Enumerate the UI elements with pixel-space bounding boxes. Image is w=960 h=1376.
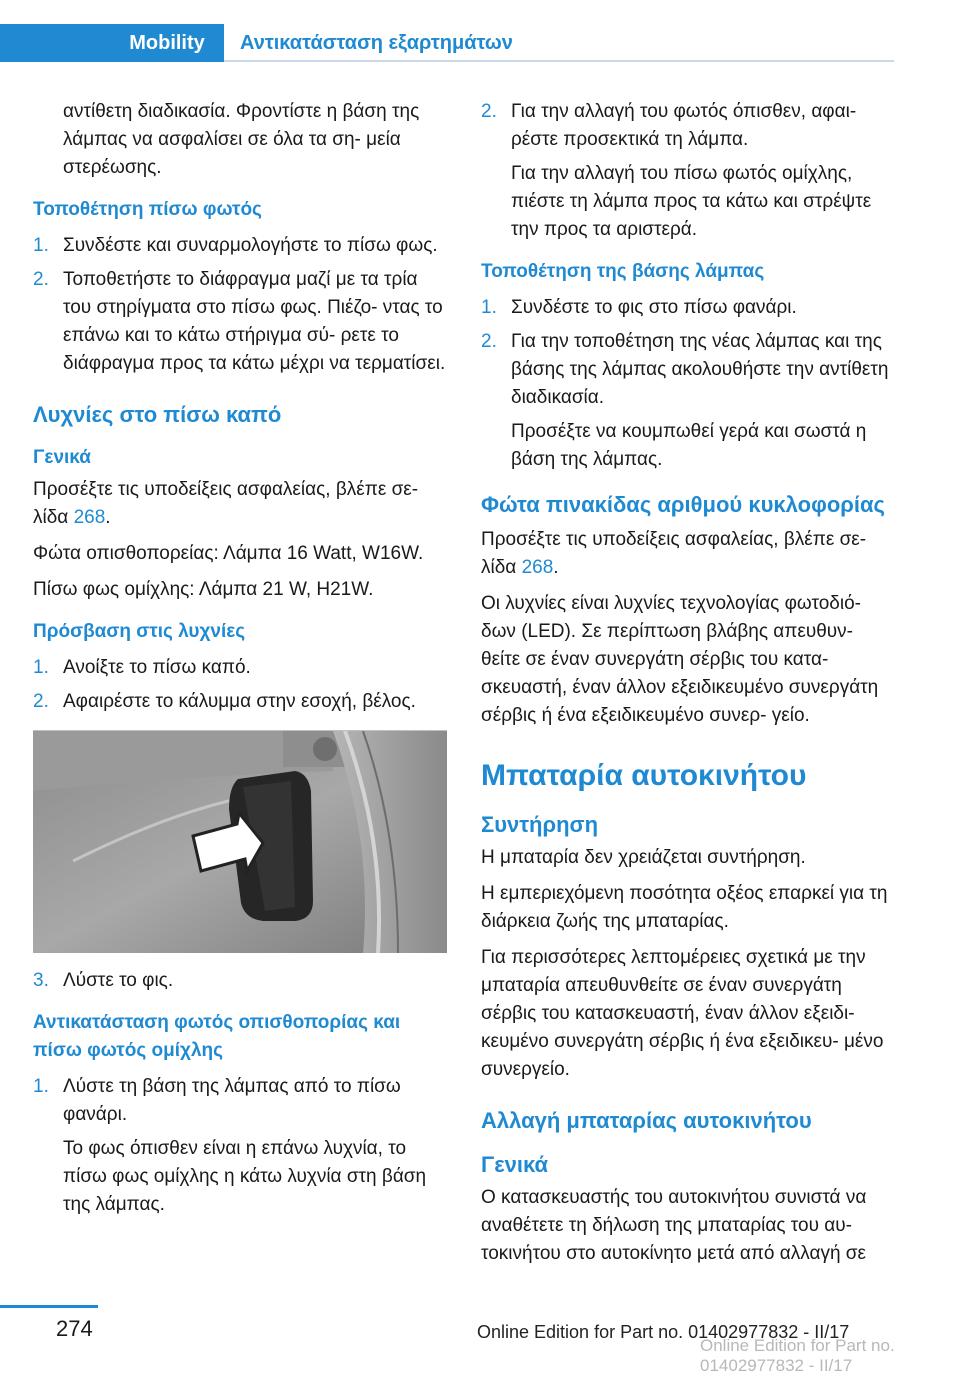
heading-vehicle-battery: Μπαταρία αυτοκινήτου — [481, 759, 807, 792]
list-item — [33, 967, 447, 995]
subheading-install-lamp-base: Τοποθέτηση της βάσης λάμπας — [481, 261, 765, 282]
heading-maintenance: Συντήρηση — [481, 812, 599, 837]
section-title: Αντικατάσταση εξαρτημάτων — [240, 32, 513, 54]
plate-safety-reference — [481, 526, 895, 582]
maintenance-text-1: Η μπαταρία δεν χρειάζεται συντήρηση. — [481, 847, 806, 868]
right-column — [481, 98, 895, 1276]
chapter-tab: Mobility — [110, 24, 224, 62]
replace-steps — [33, 1073, 447, 1219]
step-text: Για την αλλαγή του φωτός όπισθεν, αφαι‐ ρέστε προσεκτικά τη λάμπα. — [511, 101, 857, 150]
maintenance-text-3: Για περισσότερες λεπτομέρειες σχετικά με την μπαταρία απευθυνθείτε σε έναν συνεργάτη σέρβις του κατασκευαστή, έναν άλλον εξειδι‐ κευμένο συνεργάτη σέρβις ή ένα εξειδικευ‐ μένο συνεργείο. — [481, 947, 884, 1080]
step-number: 2. — [33, 691, 49, 712]
unplug-step — [33, 967, 447, 995]
subheading-install-rear-light: Τοποθέτηση πίσω φωτός — [33, 199, 262, 220]
list-item — [481, 328, 895, 474]
edition-note: Online Edition for Part no. 01402977832 - II/17 — [477, 1322, 850, 1342]
step-number: 2. — [481, 101, 497, 122]
intro-text: αντίθετη διαδικασία. Φροντίστε η βάση της λάμπας να ασφαλίσει σε όλα τα ση‐ μεία στερέωσης. — [63, 101, 420, 178]
install-base-steps — [481, 294, 895, 474]
list-item — [33, 654, 447, 682]
replace-steps-continued — [481, 98, 895, 244]
footer-rule — [0, 1305, 98, 1308]
maintenance-text-2: Η εμπεριεχόμενη ποσότητα οξέος επαρκεί για τη διάρκεια ζωής της μπαταρίας. — [481, 883, 888, 932]
list-item — [481, 98, 895, 244]
subheading-lamp-access: Πρόσβαση στις λυχνίες — [33, 621, 246, 642]
plate-led-info: Οι λυχνίες είναι λυχνίες τεχνολογίας φωτοδιό‐ δων (LED). Σε περίπτωση βλάβης απευθυν‐ θείτε σε έναν συνεργάτη σέρβις του κατα‐ σκευαστή, έναν άλλον εξειδικευμένο συνεργάτη σέρβις ή ένα εξειδικευμένο συνερ‐ γείο. — [481, 593, 879, 726]
plate-safety-end: . — [553, 557, 559, 578]
site-watermark: Online Edition for Part no. 01402977832 - II/17 — [700, 1336, 895, 1375]
step-note: Προσέξτε να κουμπωθεί γερά και σωστά η βάση της λάμπας. — [511, 421, 867, 470]
header-accent-bar — [0, 24, 110, 62]
heading-battery-replacement: Αλλαγή μπαταρίας αυτοκινήτου — [481, 1108, 812, 1133]
battery-replacement-text: Ο κατασκευαστής του αυτοκινήτου συνιστά να αναθέτετε τη δήλωση της μπαταρίας του αυ‐ τοκινήτου στο αυτοκίνητο μετά από αλλαγή σε — [481, 1187, 867, 1264]
install-rear-light-steps — [33, 232, 447, 378]
step-number: 2. — [33, 269, 49, 290]
page-link-268[interactable]: 268 — [521, 557, 554, 578]
subheading-replace-lamps: Αντικατάσταση φωτός οπισθοπορίας και πίσω φωτός ομίχλης — [33, 1012, 401, 1061]
page-link-268[interactable]: 268 — [73, 507, 106, 528]
list-item — [33, 266, 447, 378]
heading-general: Γενικά — [481, 1152, 549, 1177]
page-number: 274 — [56, 1316, 93, 1341]
step-text: Λύστε το φις. — [63, 970, 174, 991]
step-text: Τοποθετήστε το διάφραγμα μαζί με τα τρία του στηρίγματα στο πίσω φως. Πιέζο‐ ντας το επάνω και το κάτω στήριγμα σύ‐ ρετε το διάφραγμα προς τα κάτω μέχρι να τερματίσει. — [63, 269, 446, 374]
step-number: 1. — [33, 235, 49, 256]
step-note: Για την αλλαγή του πίσω φωτός ομίχλης, πιέστε τη λάμπα προς τα κάτω και στρέψτε την προς τα αριστερά. — [511, 163, 872, 240]
step-number: 2. — [481, 331, 497, 352]
access-steps — [33, 654, 447, 716]
reversing-light-spec: Φώτα οπισθοπορείας: Λάμπα 16 Watt, W16W. — [33, 543, 424, 564]
safety-reference — [33, 476, 447, 532]
safety-reference-end: . — [105, 507, 111, 528]
step-text: Συνδέστε και συναρμολογήστε το πίσω φως. — [63, 235, 438, 256]
fog-light-spec: Πίσω φως ομίχλης: Λάμπα 21 W, H21W. — [33, 579, 374, 600]
left-column — [33, 98, 447, 1225]
subheading-general: Γενικά — [33, 447, 91, 468]
list-item — [33, 232, 447, 260]
header-rule — [224, 60, 894, 62]
safety-reference-text: Προσέξτε τις υποδείξεις ασφαλείας, βλέπε σε‐ λίδα — [33, 479, 419, 528]
tailgate-cover-image — [33, 730, 447, 953]
step-text: Για την τοποθέτηση της νέας λάμπας και της βάσης της λάμπας ακολουθήστε την αντίθετη διαδικασία. — [511, 331, 889, 408]
step-text: Αφαιρέστε το κάλυμμα στην εσοχή, βέλος. — [63, 691, 416, 712]
tailgate-cover-illustration — [33, 731, 447, 953]
list-item — [33, 1073, 447, 1219]
heading-tailgate-lamps: Λυχνίες στο πίσω καπό — [33, 402, 282, 427]
step-note: Το φως όπισθεν είναι η επάνω λυχνία, το πίσω φως ομίχλης η κάτω λυχνία στη βάση της λάμπας. — [63, 1138, 427, 1215]
step-number: 1. — [481, 297, 497, 318]
page-header — [0, 24, 960, 62]
heading-license-plate-lights: Φώτα πινακίδας αριθμού κυκλοφορίας — [481, 492, 885, 517]
step-text: Συνδέστε το φις στο πίσω φανάρι. — [511, 297, 797, 318]
step-number: 1. — [33, 657, 49, 678]
list-item — [33, 688, 447, 716]
list-item — [481, 294, 895, 322]
step-number: 3. — [33, 970, 49, 991]
step-number: 1. — [33, 1076, 49, 1097]
step-text: Ανοίξτε το πίσω καπό. — [63, 657, 251, 678]
plate-safety-text: Προσέξτε τις υποδείξεις ασφαλείας, βλέπε σε‐ λίδα — [481, 529, 867, 578]
step-text: Λύστε τη βάση της λάμπας από το πίσω φανάρι. — [63, 1076, 401, 1125]
